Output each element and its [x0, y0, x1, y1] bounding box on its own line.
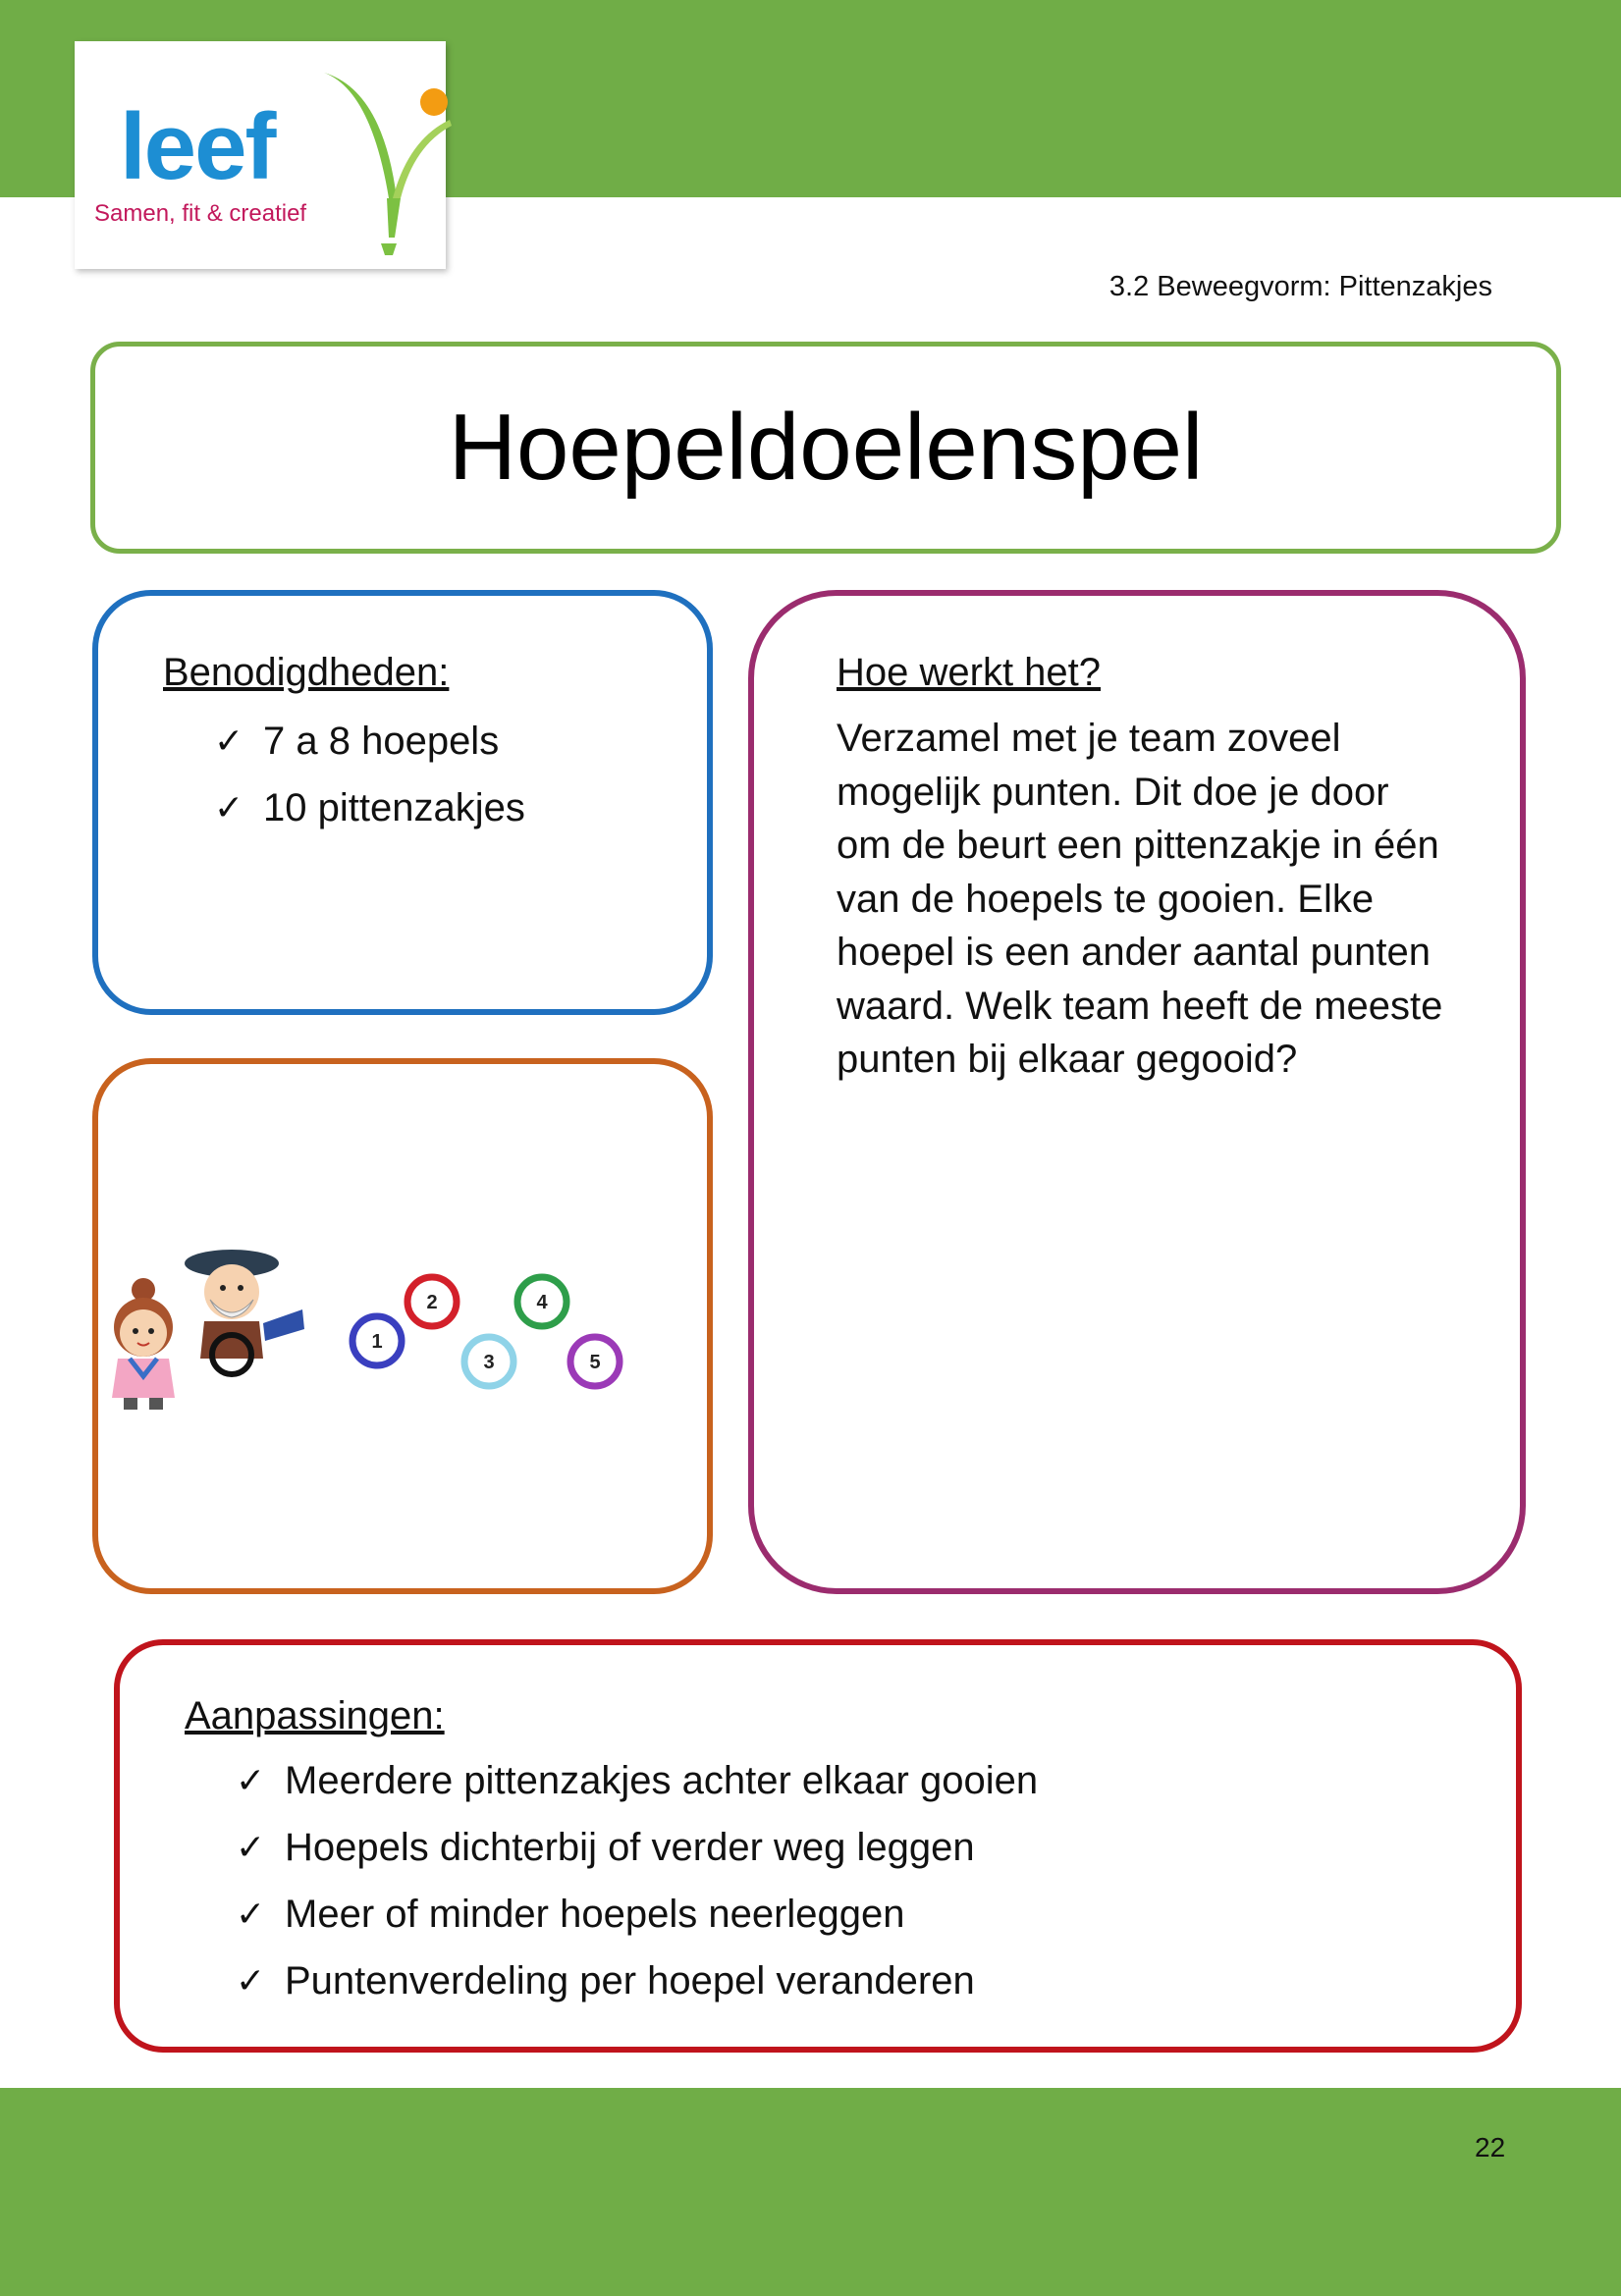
logo-wordmark: leef: [120, 94, 275, 199]
requirements-list: [214, 708, 525, 841]
section-reference: 3.2 Beweegvorm: Pittenzakjes: [1108, 271, 1492, 302]
hoop-label: 5: [589, 1352, 601, 1373]
check-icon: ✓: [236, 1960, 266, 2001]
man-figure-icon: [185, 1250, 304, 1374]
list-item: ✓ Hoepels dichterbij of verder weg leggen: [236, 1814, 1038, 1881]
hoop-label: 4: [536, 1292, 548, 1313]
list-item: ✓ 10 pittenzakjes: [214, 774, 525, 841]
requirements-box: [92, 590, 713, 1015]
list-item: ✓ Puntenverdeling per hoepel veranderen: [236, 1948, 1038, 2014]
page-title: Hoepeldoelenspel: [448, 395, 1204, 500]
hoop-2: [407, 1277, 457, 1326]
how-it-works-heading: Hoe werkt het?: [837, 651, 1102, 694]
adaptations-heading: Aanpassingen:: [185, 1694, 445, 1737]
check-icon: ✓: [214, 787, 244, 828]
logo-tagline: Samen, fit & creatief: [94, 200, 307, 227]
requirements-heading: Benodigdheden:: [163, 651, 450, 694]
title-box: [90, 342, 1561, 554]
girl-figure-icon: [112, 1278, 175, 1410]
list-item: ✓ 7 a 8 hoepels: [214, 708, 525, 774]
hoop-4: [517, 1277, 567, 1326]
how-it-works-box: [748, 590, 1526, 1594]
logo-figure-icon: [302, 51, 459, 257]
footer-band: [0, 2088, 1621, 2296]
hoop-label: 1: [371, 1331, 383, 1353]
logo: [75, 41, 446, 269]
hoop-label: 3: [483, 1352, 495, 1373]
adaptations-list: [236, 1747, 1038, 2014]
hoop-game-illustration: [98, 1064, 719, 1600]
list-item: ✓ Meer of minder hoepels neerleggen: [236, 1881, 1038, 1948]
adaptations-box: [114, 1639, 1522, 2053]
check-icon: ✓: [236, 1760, 266, 1800]
hoop-5: [570, 1337, 620, 1386]
hoop-3: [464, 1337, 513, 1386]
page-number: 22: [1475, 2132, 1506, 2163]
hoop-label: 2: [426, 1292, 438, 1313]
list-item: ✓ Meerdere pittenzakjes achter elkaar gooien: [236, 1747, 1038, 1814]
how-it-works-text: Verzamel met je team zoveel mogelijk punten. Dit doe je door om de beurt een pittenzakje in één van de hoepels te gooien. Elke hoepel is een ander aantal punten waard. Welk team heeft de meeste punten bij elkaar gegooid?: [837, 717, 1443, 1081]
check-icon: ✓: [236, 1827, 266, 1867]
illustration-box: [92, 1058, 713, 1594]
check-icon: ✓: [236, 1894, 266, 1934]
hoop-1: [352, 1316, 402, 1365]
check-icon: ✓: [214, 721, 244, 761]
